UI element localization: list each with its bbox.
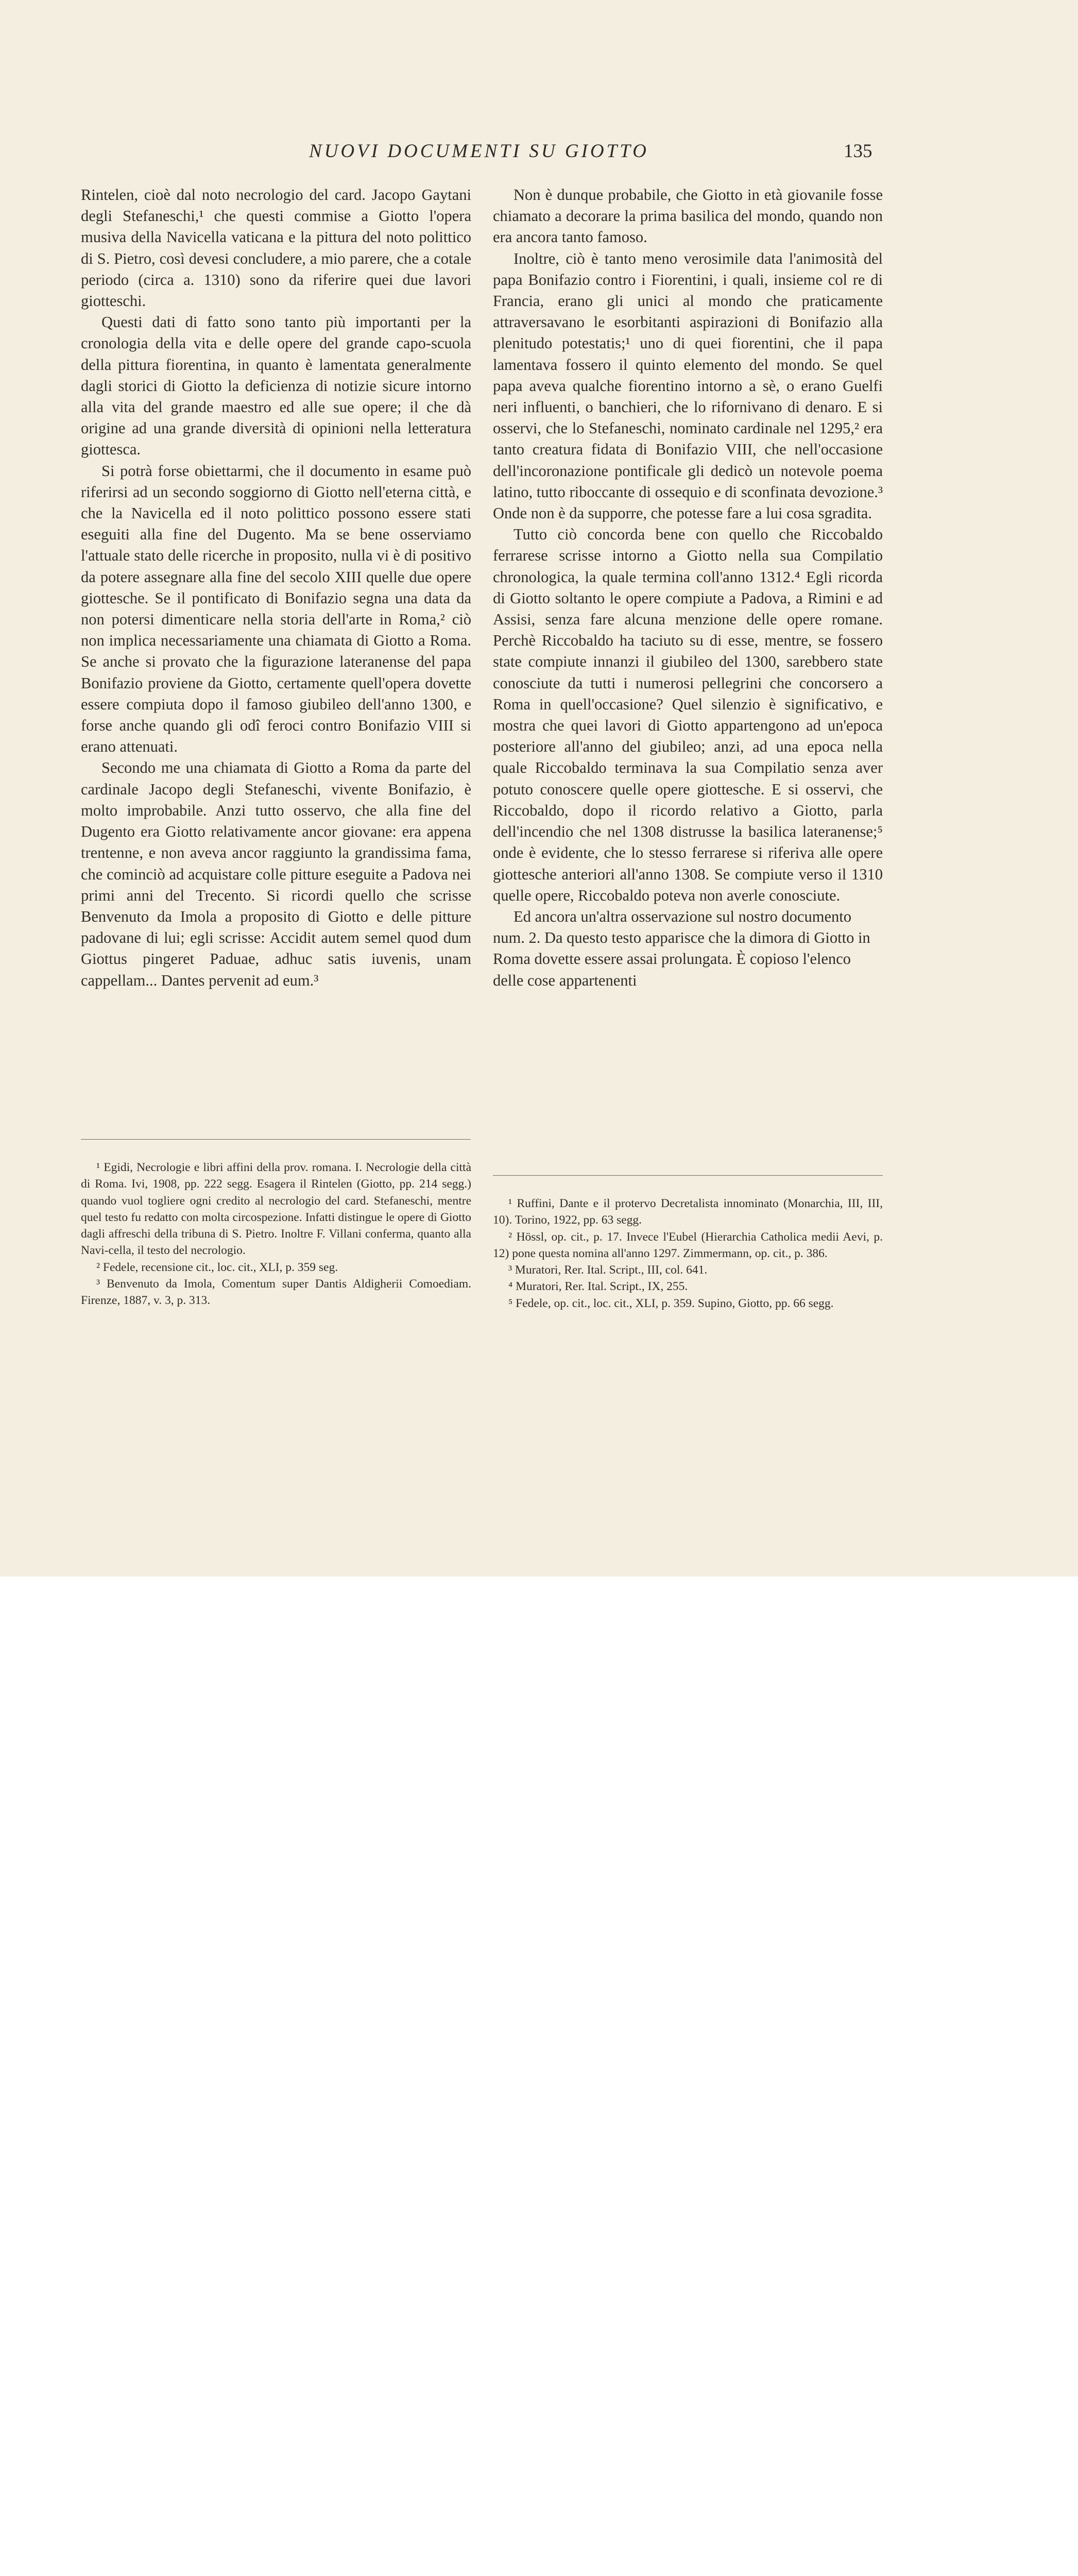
paragraph: Inoltre, ciò è tanto meno verosimile data l'animosità del papa Bonifazio contro i Fiorentini, i quali, insieme col re di Francia, erano gli unici al mondo che praticamente attraversavano le esorbitanti aspirazioni di Bonifazio alla plenitudo potestatis;¹ uno di quei fiorentini, che il papa lamentava fossero il quinto elemento del mondo. Se quel papa aveva qualche fiorentino intorno a sè, o erano Guelfi neri influenti, o banchieri, che lo rifornivano di denaro. E si osservi, che lo Stefaneschi, nominato cardinale nel 1295,² era tanto creatura fidata di Bonifazio VIII, che nell'occasione dell'incoronazione pontificale gli dedicò un notevole poema latino, tutto riboccante di ossequio e di sconfinata devozione.³ Onde non è da supporre, che potesse fare a lui cosa sgradita. [493,249,883,522]
page-number: 135 [844,141,872,162]
footnote: ¹ Egidi, Necrologie e libri affini della prov. romana. I. Necrologie della città di Roma. Ivi, 1908, pp. 222 segg. Esagera il Rintelen (Giotto, pp. 214 segg.) quando vuol togliere ogni credito al necrologio del card. Stefaneschi, mentre quel testo fu redatto con molta circospezione. Infatti distingue le opere di Giotto dagli affreschi della tribuna di S. Pietro. Inoltre F. Villani conferma, quanto alla Navi-cella, il testo del necrologio. [81,1161,471,1258]
paragraph: Rintelen, cioè dal noto necrologio del card. Jacopo Gaytani degli Stefaneschi,¹ che questi commise a Giotto l'opera musiva della Navicella vaticana e la pittura del noto polittico di S. Pietro, così devesi concludere, a mio parere, che a cotale periodo (circa a. 1310) sono da riferire quei due lavori giotteschi. [81,186,471,310]
left-text-column [81,184,471,991]
running-head: NUOVI DOCUMENTI SU GIOTTO [309,141,649,162]
footnote: ² Hössl, op. cit., p. 17. Invece l'Eubel (Hierarchia Catholica medii Aevi, p. 12) pone questa nomina all'anno 1297. Zimmermann, op. cit., p. 386. [493,1230,883,1260]
footnotes-left [81,1159,471,1309]
footnote: ⁵ Fedele, op. cit., loc. cit., XLI, p. 359. Supino, Giotto, pp. 66 segg. [508,1296,834,1310]
paragraph: Tutto ciò concorda bene con quello che Riccobaldo ferrarese scrisse intorno a Giotto nella sua Compilatio chronologica, la quale termina coll'anno 1312.⁴ Egli ricorda di Giotto soltanto le opere compiute a Padova, a Rimini e ad Assisi, senza fare alcuna menzione delle opere romane. Perchè Riccobaldo ha taciuto su di esse, mentre, se fossero state compiute innanzi il giubileo del 1300, sarebbero state conosciute da tutti i numerosi pellegrini che concorsero a Roma in quell'occasione? Quel silenzio è significativo, e mostra che quei lavori di Giotto appartengono ad un'epoca posteriore all'anno del giubileo; anzi, ad una epoca nella quale Riccobaldo terminava la sua Compilatio senza aver potuto conoscere quelle opere giottesche. E si osservi, che Riccobaldo, dopo il ricordo relativo a Giotto, parla dell'incendio che nel 1308 distrusse la basilica lateranense;⁵ onde è evidente, che lo stesso ferrarese si riferiva alle opere giottesche anteriori all'anno 1308. Se compiute verso il 1310 quelle opere, Riccobaldo poteva non averle conosciute. [493,526,883,904]
footnote: ³ Muratori, Rer. Ital. Script., III, col. 641. [508,1263,708,1277]
paragraph: Questi dati di fatto sono tanto più importanti per la cronologia della vita e delle opere del grande capo-scuola della pittura fiorentina, in quanto è lamentata generalmente dagli storici di Giotto la deficienza di notizie sicure intorno alla vita del grande maestro ed alle sue opere; il che dà origine ad una grande diversità di opinioni nella letteratura giottesca. [81,313,471,459]
footnote-divider [81,1139,471,1140]
footnote: ⁴ Muratori, Rer. Ital. Script., IX, 255. [508,1280,688,1294]
paragraph: Secondo me una chiamata di Giotto a Roma da parte del cardinale Jacopo degli Stefaneschi, vivente Bonifazio, è molto improbabile. Anzi tutto osservo, che alla fine del Dugento era Giotto relativamente ancor giovane: era appena trentenne, e non aveva ancor raggiunto la grandissima fama, che cominciò ad acquistare colle pitture eseguite a Padova nei primi anni del Trecento. Si ricordi quello che scrisse Benvenuto da Imola a proposito di Giotto e delle pitture padovane di lui; egli scrisse: Accidit autem semel quod dum Giottus pingeret Paduae, adhuc satis iuvenis, unam cappellam... Dantes pervenit ad eum.³ [81,759,471,989]
right-text-column [493,184,883,991]
paragraph: Ed ancora un'altra osservazione sul nostro documento num. 2. Da questo testo apparisce che la dimora di Giotto in Roma dovette essere assai prolungata. È copioso l'elenco delle cose appartenenti [493,907,870,989]
footnote-divider [493,1175,883,1176]
footnote: ³ Benvenuto da Imola, Comentum super Dantis Aldigherii Comoediam. Firenze, 1887, v. 3, p. 313. [81,1277,471,1308]
paragraph: Si potrà forse obiettarmi, che il documento in esame può riferirsi ad un secondo soggiorno di Giotto nell'eterna città, e che la Navicella ed il noto polittico possono essere stati eseguiti alla fine del Dugento. Ma se bene osserviamo l'attuale stato delle ricerche in proposito, nulla vi è di positivo da potere assegnare alla fine del secolo XIII quelle due opere giottesche. Se il pontificato di Bonifazio segna una data da non potersi dimenticare nella storia dell'arte in Roma,² ciò non implica necessariamente una chiamata di Giotto a Roma. Se anche si provato che la figurazione lateranense del papa Bonifazio proviene da Giotto, certamente quell'opera dovette essere compiuta dopo il famoso giubileo dell'anno 1300, e forse anche quando gli odî feroci contro Bonifazio VIII si erano attenuati. [81,462,471,756]
footnote: ² Fedele, recensione cit., loc. cit., XLI, p. 359 seg. [96,1260,338,1274]
viewer-footer [0,1577,1078,1659]
footnotes-right [493,1195,883,1312]
footnote: ¹ Ruffini, Dante e il protervo Decretalista innominato (Monarchia, III, III, 10). Torino, 1922, pp. 63 segg. [493,1197,883,1227]
paragraph: Non è dunque probabile, che Giotto in età giovanile fosse chiamato a decorare la prima basilica del mondo, quando non era ancora tanto famoso. [493,186,883,246]
